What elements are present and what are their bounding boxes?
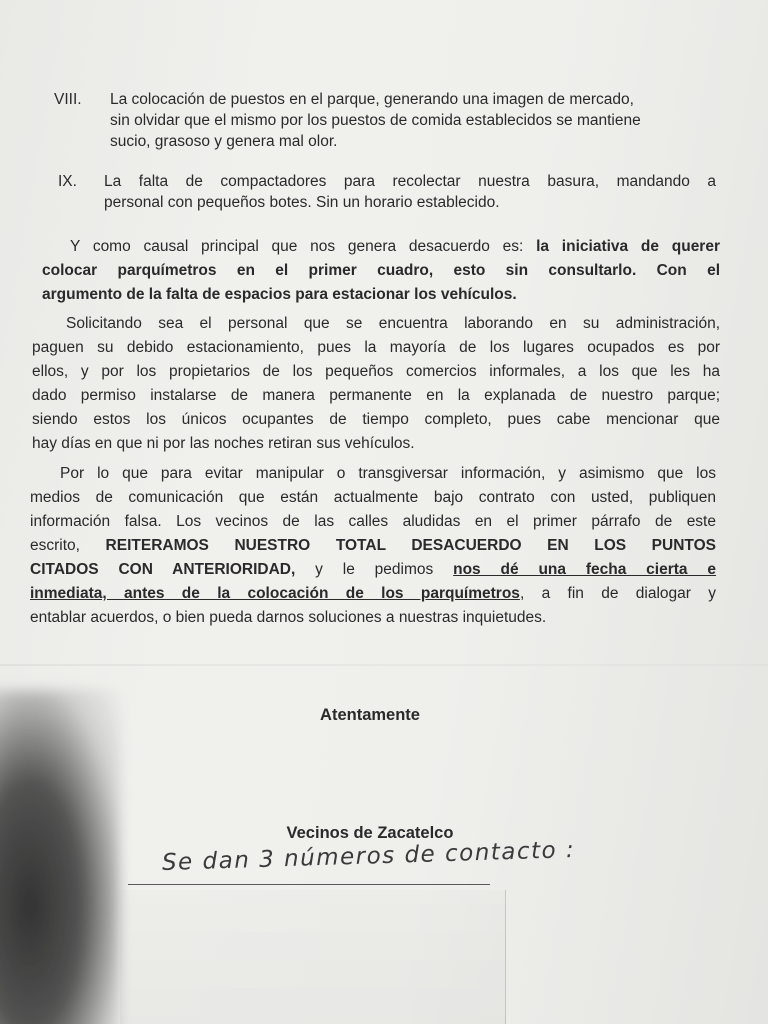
list-item-text (104, 171, 716, 213)
paragraph-bold-text: CITADOS CON ANTERIORIDAD, (30, 561, 296, 578)
paragraph-line: entablar acuerdos, o bien pueda darnos soluciones a nuestras inquietudes. (30, 609, 547, 626)
paragraph-underlined-text: inmediata, antes de la colocación de los parquímetros (30, 585, 520, 602)
paragraph-text: , a fin de dialogar y (519, 585, 716, 602)
paragraph-line (42, 259, 720, 283)
paragraph-underlined-text: nos dé una fecha cierta e (453, 561, 717, 578)
paragraph-line (42, 235, 720, 259)
paragraph-line: dado permiso instalarse de manera permanente en la explanada de nuestro parque; (32, 387, 720, 404)
list-item-line: sin olvidar que el mismo por los puestos de comida establecidos se mantiene (110, 112, 641, 129)
paragraph-line: medios de comunicación que están actualmente bajo contrato con usted, publiquen (30, 489, 716, 506)
paragraph-text: escrito, (30, 537, 80, 554)
closing-salutation: Atentamente (320, 706, 420, 724)
paper-fold (0, 664, 768, 666)
paragraph-bold-text: REITERAMOS NUESTRO TOTAL DESACUERDO EN LOS PUNTOS (105, 537, 716, 554)
list-item-line: La falta de compactadores para recolectar nuestra basura, mandando a (104, 173, 716, 190)
paragraph-por-lo-que (30, 462, 716, 630)
paragraph-line: Solicitando sea el personal que se encuentra laborando en su administración, (66, 315, 720, 332)
list-item-number: VIII. (54, 91, 82, 108)
lower-paper-sheet (120, 890, 506, 1024)
signature-underline (128, 884, 490, 885)
list-item-line: sucio, grasoso y genera mal olor. (110, 133, 338, 150)
paragraph-bold-text: argumento de la falta de espacios para estacionar los vehículos. (42, 286, 517, 303)
paragraph-line: hay días en que ni por las noches retiran sus vehículos. (32, 435, 415, 452)
paragraph-line: información falsa. Los vecinos de las calles aludidas en el primer párrafo de este (30, 513, 716, 530)
list-item-text (110, 89, 730, 152)
paragraph-bold-text: colocar parquímetros en el primer cuadro, esto sin consultarlo. Con el (42, 262, 720, 279)
paragraph-line: siendo estos los únicos ocupantes de tiempo completo, pues cabe mencionar que (32, 411, 720, 428)
paragraph-bold-text: la iniciativa de querer (536, 238, 720, 255)
list-item-line: La colocación de puestos en el parque, generando una imagen de mercado, (110, 91, 634, 108)
paragraph-line (30, 558, 716, 582)
paragraph-line (42, 283, 720, 307)
paragraph-line: ellos, y por los propietarios de los pequeños comercios informales, a los que les ha (32, 363, 720, 380)
hand-shadow (0, 690, 120, 1024)
signature-block: Vecinos de Zacatelco (286, 824, 454, 842)
paragraph-line (30, 582, 716, 606)
paragraph-text: y le pedimos (315, 561, 434, 578)
paragraph-causal (42, 235, 720, 307)
paragraph-line: Por lo que para evitar manipular o transgiversar información, y asimismo que los (60, 465, 716, 482)
paragraph-line (30, 534, 716, 558)
paragraph-text: Y como causal principal que nos genera desacuerdo es: (70, 238, 524, 255)
list-item-line: personal con pequeños botes. Sin un horario establecido. (104, 194, 500, 211)
paragraph-solicitando (32, 312, 720, 456)
list-item-number: IX. (58, 173, 77, 190)
paragraph-line: paguen su debido estacionamiento, pues la mayoría de los lugares ocupados es por (32, 339, 720, 356)
handwritten-note: Se dan 3 números de contacto : (161, 837, 576, 876)
